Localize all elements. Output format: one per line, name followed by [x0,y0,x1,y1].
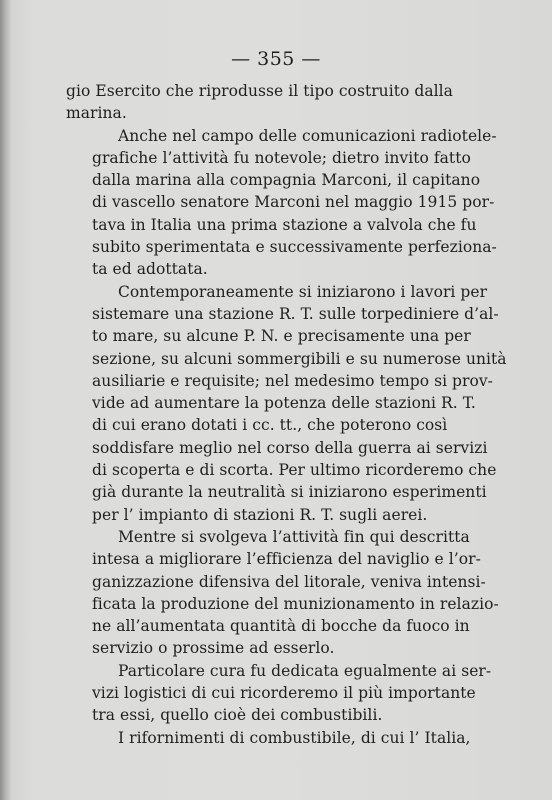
paragraph [66,727,471,749]
text-line: marina. [66,104,127,123]
text-line: ausiliarie e requisite; nel medesimo tempo si prov- [92,371,493,390]
text-line: per l’ impianto di stazioni R. T. sugli aerei. [92,505,428,524]
text-line: dalla marina alla compagnia Marconi, il capitano [92,171,481,190]
text-line: tava in Italia una prima stazione a valvola che fu [92,215,477,234]
page-binding-edge [0,0,11,800]
text-line: I rifornimenti di combustibile, di cui l’ Italia, [118,728,471,747]
text-line: servizio o prossime ad esserlo. [92,639,335,658]
text-line: sezione, su alcuni sommergibili e su numerose unità [92,349,507,368]
text-line: Anche nel campo delle comunicazioni radiotele- [118,126,497,145]
text-line: tra essi, quello cioè dei combustibili. [92,706,383,725]
body-text [66,80,507,749]
paragraph [66,660,492,727]
text-line: già durante la neutralità si iniziarono esperimenti [92,483,487,502]
text-line: di cui erano dotati i cc. tt., che poterono così [92,416,448,435]
paragraph [66,80,453,125]
text-line: Contemporaneamente si iniziarono i lavori per [118,282,488,301]
paragraph [66,526,499,660]
text-line: di vascello senatore Marconi nel maggio 1915 por- [92,193,495,212]
paragraph [66,281,507,526]
text-line: ta ed adottata. [92,260,208,279]
text-line: ficata la produzione del munizionamento in relazio- [92,594,499,613]
text-line: subito sperimentata e successivamente perfeziona- [92,238,497,257]
page-number: — 355 — [231,48,321,70]
text-line: Mentre si svolgeva l’attività fin qui descritta [118,527,470,546]
text-line: vizi logistici di cui ricorderemo il più importante [92,684,476,703]
paragraph [66,125,497,281]
text-line: Particolare cura fu dedicata egualmente ai ser- [118,661,492,680]
text-line: ganizzazione difensiva del litorale, veniva intensi- [92,572,486,591]
text-line: to mare, su alcune P. N. e precisamente una per [92,327,471,346]
text-line: vide ad aumentare la potenza delle stazioni R. T. [92,394,476,413]
text-line: soddisfare meglio nel corso della guerra ai servizi [92,438,488,457]
text-line: gio Esercito che riprodusse il tipo costruito dalla [66,82,453,100]
text-line: di scoperta e di scorta. Per ultimo ricorderemo che [92,461,497,480]
text-line: ne all’aumentata quantità di bocche da fuoco in [92,617,470,636]
text-line: intesa a migliorare l’efficienza del naviglio e l’or- [92,550,481,569]
text-line: grafiche l’attività fu notevole; dietro invito fatto [92,148,471,167]
text-line: sistemare una stazione R. T. sulle torpediniere d’al- [92,304,499,323]
